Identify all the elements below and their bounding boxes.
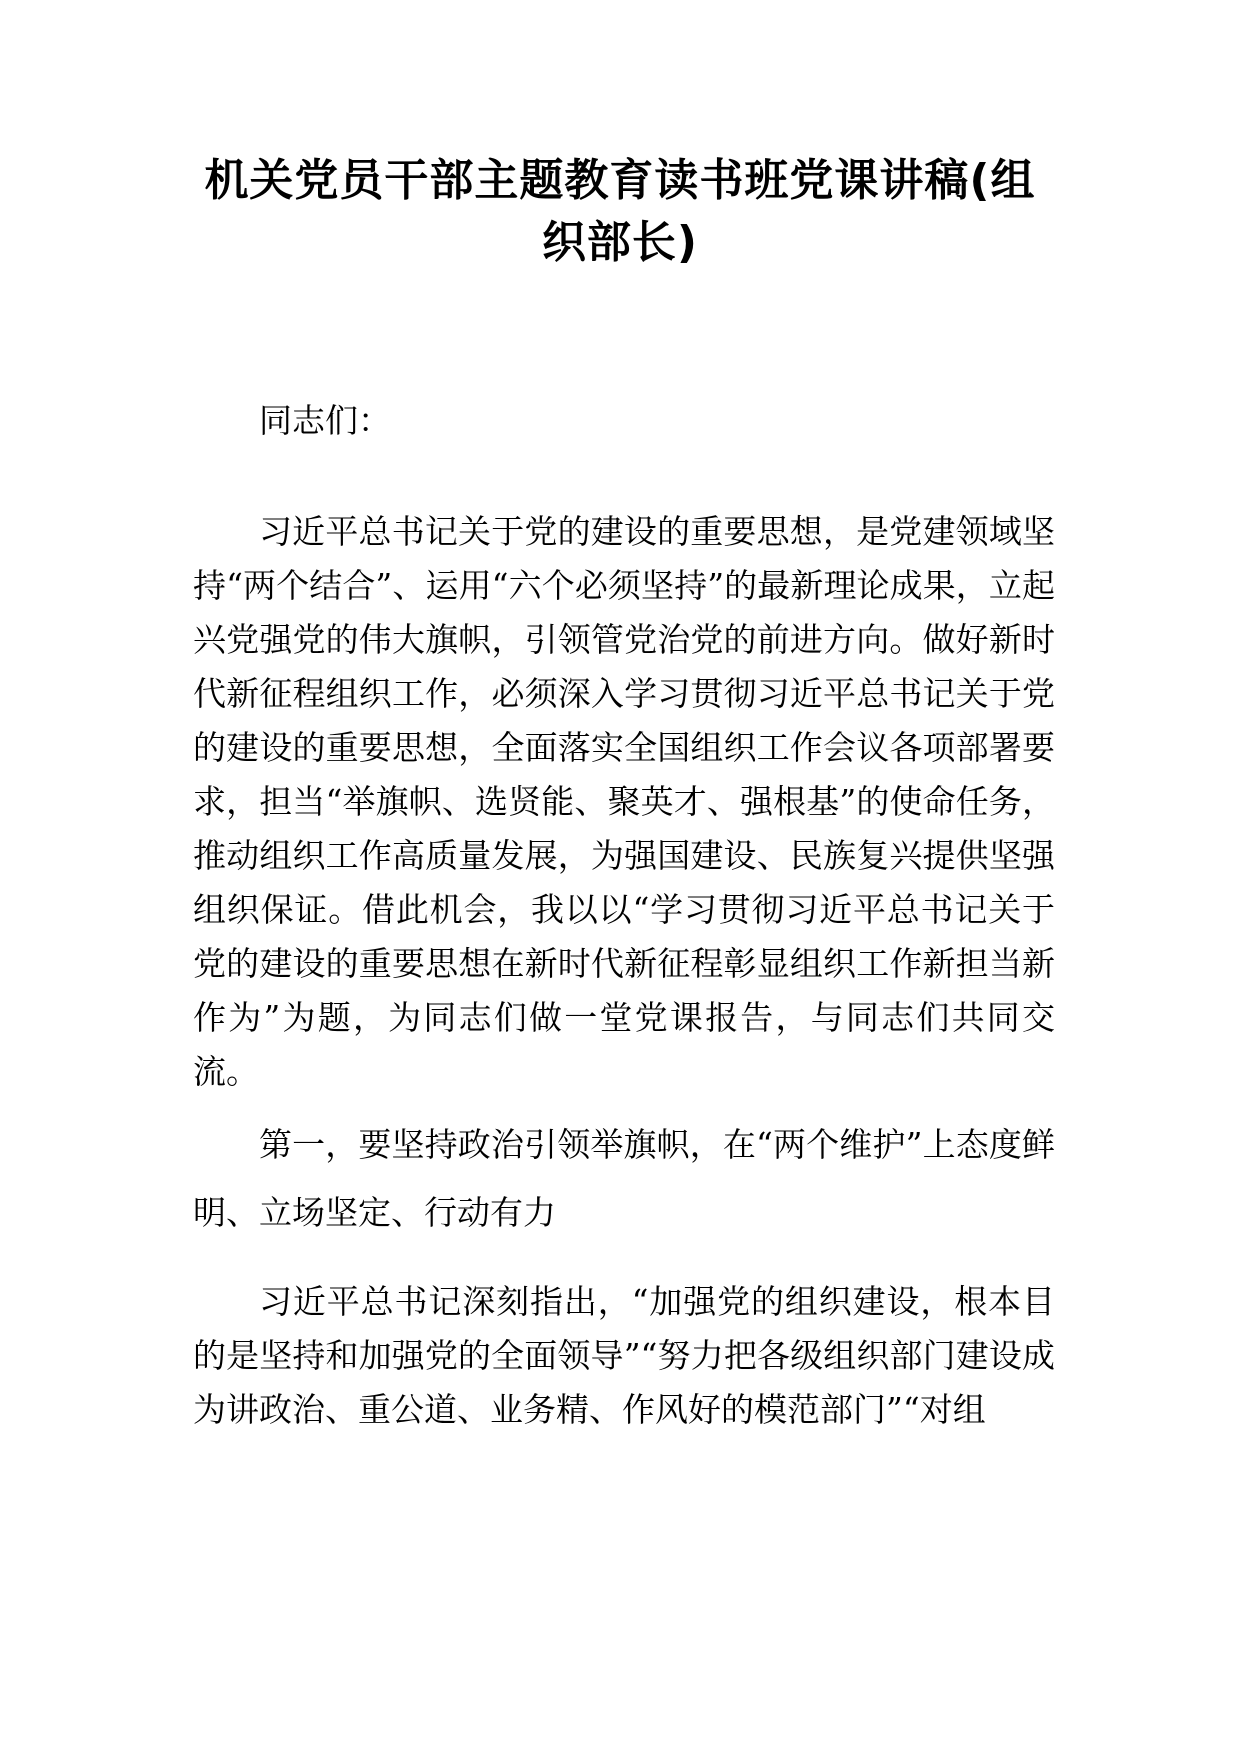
paragraph-intro: 习近平总书记关于党的建设的重要思想，是党建领域坚持“两个结合”、运用“六个必须坚持”的最新理论成果，立起兴党强党的伟大旗帜，引领管党治党的前进方向。做好新时代新征程组织工作，必须深入学习贯彻习近平总书记关于党的建设的重要思想，全面落实全国组织工作会议各项部署要求，担当“举旗帜、选贤能、聚英才、强根基”的使命任务，推动组织工作高质量发展，为强国建设、民族复兴提供坚强组织保证。借此机会，我以以“学习贯彻习近平总书记关于党的建设的重要思想在新时代新征程彰显组织工作新担当新作为”为题，为同志们做一堂党课报告，与同志们共同交流。 (193, 512, 1055, 1091)
document-title: 机关党员干部主题教育读书班党课讲稿(组织部长) (204, 155, 1036, 268)
salutation: 同志们： (259, 401, 391, 440)
section-heading-first: 第一，要坚持政治引领举旗帜，在“两个维护”上态度鲜明、立场坚定、行动有力 (193, 1125, 1055, 1232)
paragraph-quote: 习近平总书记深刻指出，“加强党的组织建设，根本目的是坚持和加强党的全面领导”“努力把各级组织部门建设成为讲政治、重公道、业务精、作风好的模范部门”“对组 (193, 1282, 1055, 1429)
